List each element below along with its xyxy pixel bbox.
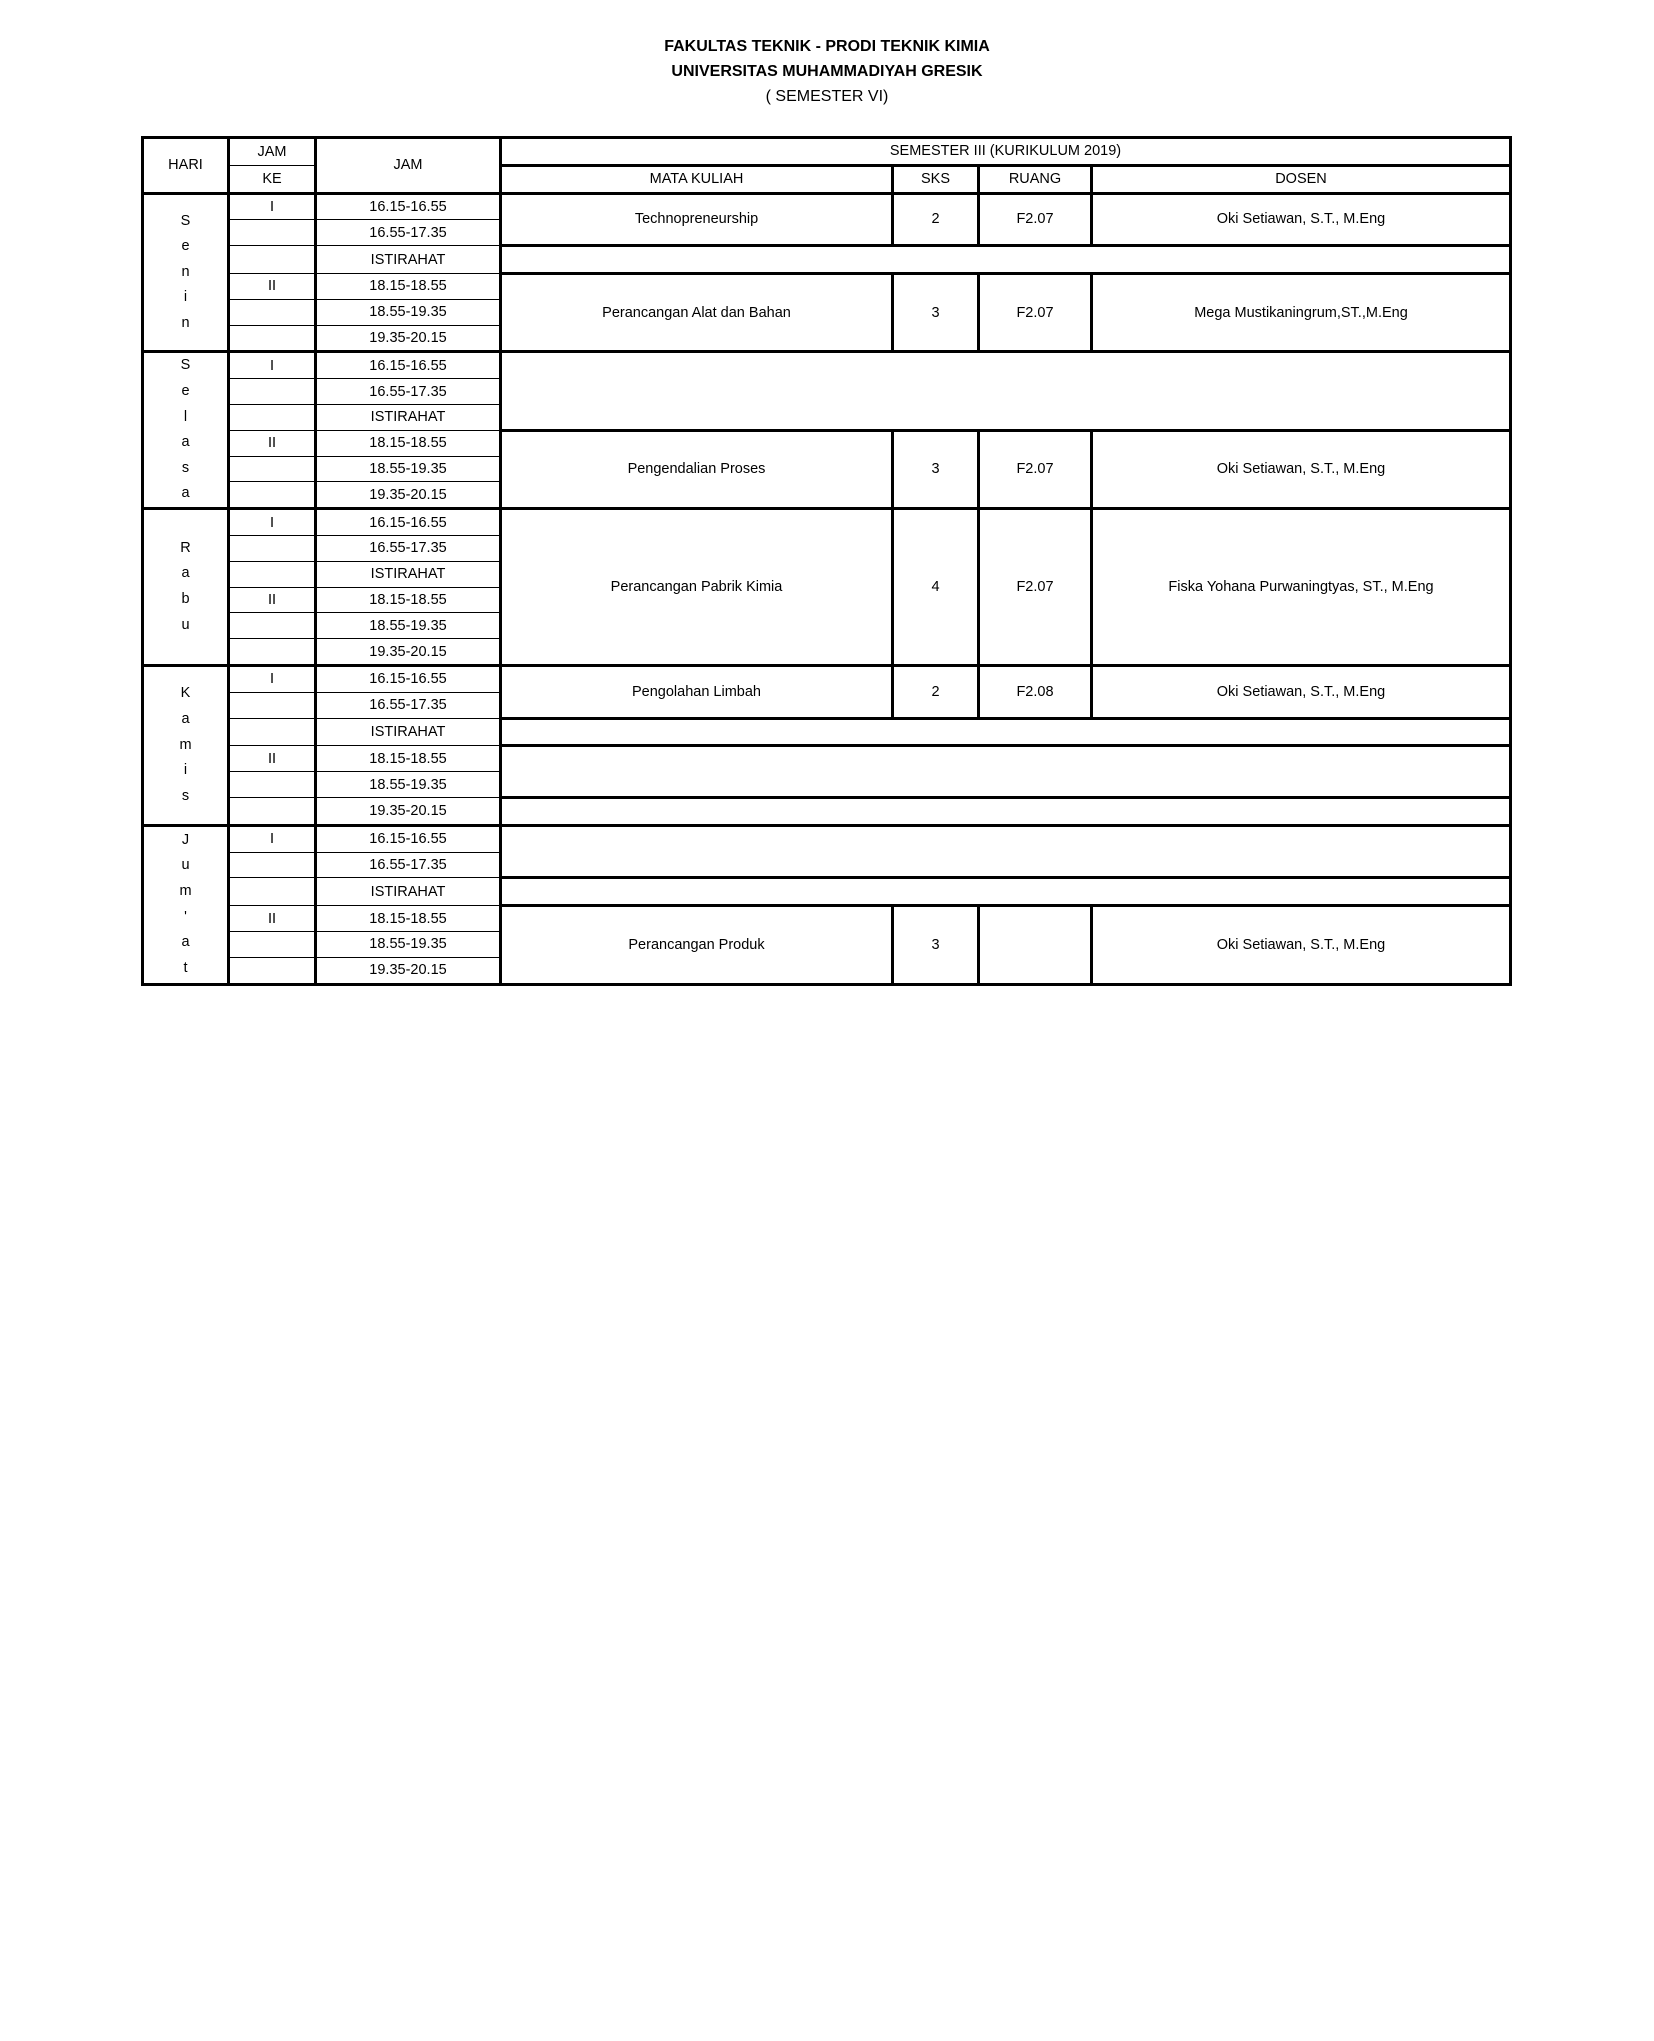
course-name: Technopreneurship (501, 193, 893, 246)
time-cell: 16.15-16.55 (316, 352, 501, 379)
session-cell (229, 561, 316, 587)
course-room: F2.07 (979, 430, 1092, 508)
day-jumat: J u m ' a t (143, 825, 229, 984)
col-ruang: RUANG (979, 165, 1092, 193)
empty-slot (501, 746, 1511, 798)
time-cell: 18.15-18.55 (316, 746, 501, 772)
session-cell: I (229, 193, 316, 220)
time-cell: 16.55-17.35 (316, 535, 501, 561)
session-cell: II (229, 273, 316, 299)
time-cell: 16.55-17.35 (316, 220, 501, 246)
table-row (143, 878, 1511, 906)
session-cell (229, 931, 316, 957)
empty-slot (501, 246, 1511, 274)
table-row (143, 430, 1511, 456)
table-row (143, 273, 1511, 299)
course-name: Perancangan Produk (501, 906, 893, 984)
session-cell (229, 379, 316, 405)
time-cell: 16.15-16.55 (316, 509, 501, 536)
empty-slot (501, 352, 1511, 430)
header-row (143, 138, 1511, 166)
empty-slot (501, 797, 1511, 825)
time-cell: 16.15-16.55 (316, 193, 501, 220)
session-cell (229, 246, 316, 274)
session-cell: I (229, 352, 316, 379)
time-cell: 19.35-20.15 (316, 482, 501, 509)
course-lecturer: Oki Setiawan, S.T., M.Eng (1092, 665, 1511, 718)
course-sks: 3 (893, 273, 979, 351)
table-row (143, 665, 1511, 692)
course-sks: 3 (893, 430, 979, 508)
course-sks: 4 (893, 509, 979, 666)
course-room: F2.07 (979, 273, 1092, 351)
time-cell: 18.55-19.35 (316, 772, 501, 798)
session-cell (229, 456, 316, 482)
table-row (143, 352, 1511, 379)
day-rabu: R a b u (143, 509, 229, 666)
course-lecturer: Mega Mustikaningrum,ST.,M.Eng (1092, 273, 1511, 351)
course-room: F2.07 (979, 509, 1092, 666)
col-jam-ke-2: KE (229, 165, 316, 193)
session-cell: II (229, 906, 316, 932)
time-cell: 18.55-19.35 (316, 299, 501, 325)
session-cell (229, 718, 316, 746)
schedule-table (141, 136, 1512, 986)
day-kamis: K a m i s (143, 665, 229, 825)
table-row (143, 906, 1511, 932)
faculty-title: FAKULTAS TEKNIK - PRODI TEKNIK KIMIA (664, 38, 990, 55)
course-name: Pengolahan Limbah (501, 665, 893, 718)
table-row (143, 797, 1511, 825)
time-cell: ISTIRAHAT (316, 404, 501, 430)
session-cell (229, 957, 316, 984)
time-cell: ISTIRAHAT (316, 718, 501, 746)
session-cell (229, 852, 316, 878)
session-cell: II (229, 746, 316, 772)
time-cell: 18.55-19.35 (316, 456, 501, 482)
time-cell: ISTIRAHAT (316, 246, 501, 274)
empty-slot (501, 878, 1511, 906)
session-cell (229, 692, 316, 718)
time-cell: 16.55-17.35 (316, 692, 501, 718)
col-mata-kuliah: MATA KULIAH (501, 165, 893, 193)
time-cell: ISTIRAHAT (316, 561, 501, 587)
session-cell (229, 613, 316, 639)
day-selasa: S e l a s a (143, 352, 229, 509)
course-lecturer: Fiska Yohana Purwaningtyas, ST., M.Eng (1092, 509, 1511, 666)
table-row (143, 193, 1511, 220)
col-jam: JAM (316, 138, 501, 194)
time-cell: 16.15-16.55 (316, 825, 501, 852)
col-hari: HARI (143, 138, 229, 194)
course-name: Pengendalian Proses (501, 430, 893, 508)
semester-title: ( SEMESTER VI) (765, 88, 889, 105)
session-cell (229, 404, 316, 430)
day-senin: S e n i n (143, 193, 229, 352)
table-row (143, 825, 1511, 852)
session-cell: II (229, 430, 316, 456)
time-cell: 18.55-19.35 (316, 613, 501, 639)
university-title: UNIVERSITAS MUHAMMADIYAH GRESIK (671, 63, 983, 80)
time-cell: 18.15-18.55 (316, 273, 501, 299)
session-cell (229, 535, 316, 561)
time-cell: 16.55-17.35 (316, 379, 501, 405)
time-cell: 18.15-18.55 (316, 587, 501, 613)
col-jam-ke-1: JAM (229, 138, 316, 166)
session-cell (229, 325, 316, 352)
time-cell: 19.35-20.15 (316, 797, 501, 825)
course-sks: 3 (893, 906, 979, 984)
course-name: Perancangan Alat dan Bahan (501, 273, 893, 351)
time-cell: 18.15-18.55 (316, 906, 501, 932)
course-lecturer: Oki Setiawan, S.T., M.Eng (1092, 906, 1511, 984)
col-dosen: DOSEN (1092, 165, 1511, 193)
time-cell: 18.55-19.35 (316, 931, 501, 957)
col-sks: SKS (893, 165, 979, 193)
time-cell: 19.35-20.15 (316, 325, 501, 352)
session-cell: I (229, 825, 316, 852)
col-semester: SEMESTER III (KURIKULUM 2019) (501, 138, 1511, 166)
course-name: Perancangan Pabrik Kimia (501, 509, 893, 666)
time-cell: 18.15-18.55 (316, 430, 501, 456)
course-room (979, 906, 1092, 984)
session-cell: II (229, 587, 316, 613)
empty-slot (501, 718, 1511, 746)
session-cell: I (229, 665, 316, 692)
table-row (143, 509, 1511, 536)
course-lecturer: Oki Setiawan, S.T., M.Eng (1092, 430, 1511, 508)
empty-slot (501, 825, 1511, 878)
session-cell (229, 797, 316, 825)
session-cell: I (229, 509, 316, 536)
time-cell: 16.15-16.55 (316, 665, 501, 692)
session-cell (229, 878, 316, 906)
time-cell: 16.55-17.35 (316, 852, 501, 878)
session-cell (229, 220, 316, 246)
table-row (143, 746, 1511, 772)
course-sks: 2 (893, 193, 979, 246)
table-row (143, 718, 1511, 746)
document-header (0, 34, 1654, 109)
table-row (143, 246, 1511, 274)
time-cell: 19.35-20.15 (316, 957, 501, 984)
course-sks: 2 (893, 665, 979, 718)
course-room: F2.08 (979, 665, 1092, 718)
time-cell: ISTIRAHAT (316, 878, 501, 906)
course-room: F2.07 (979, 193, 1092, 246)
course-lecturer: Oki Setiawan, S.T., M.Eng (1092, 193, 1511, 246)
time-cell: 19.35-20.15 (316, 639, 501, 666)
session-cell (229, 299, 316, 325)
session-cell (229, 482, 316, 509)
session-cell (229, 639, 316, 666)
session-cell (229, 772, 316, 798)
